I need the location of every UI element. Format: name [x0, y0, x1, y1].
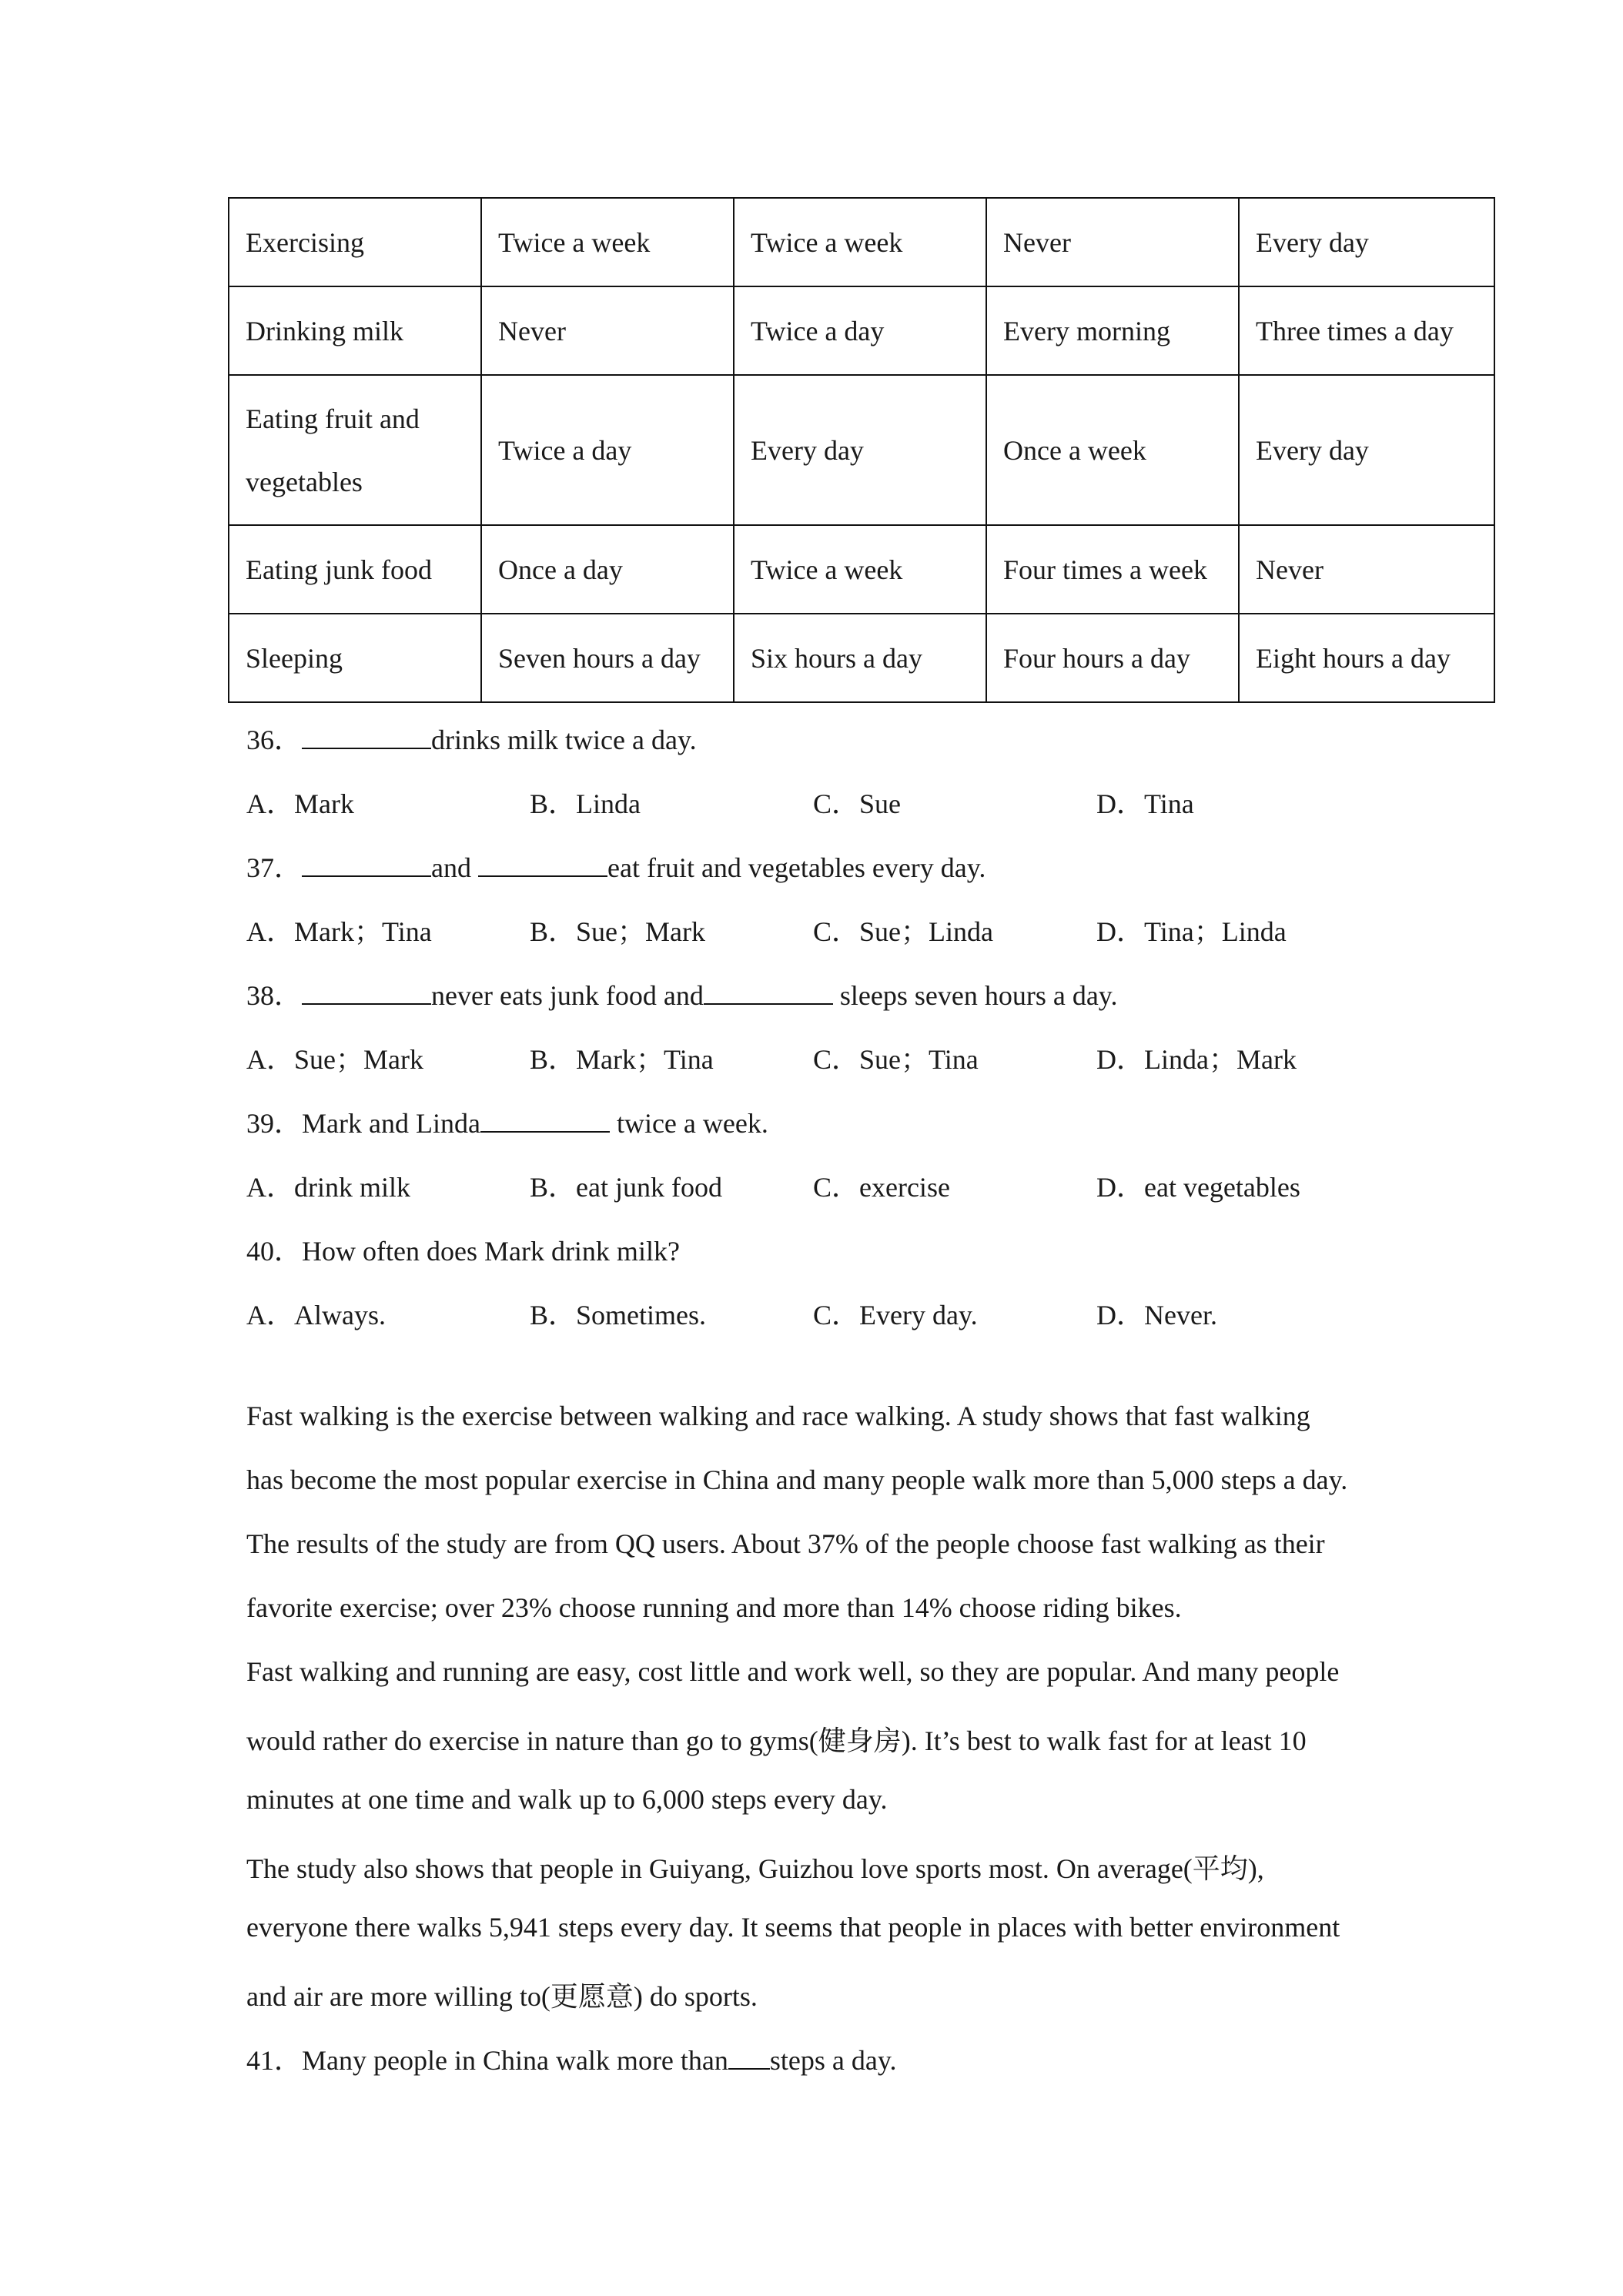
question-text: drinks milk twice a day. [431, 725, 697, 755]
question-text: steps a day. [769, 2045, 897, 2076]
table-cell: Every day [1239, 375, 1494, 525]
question-36 [246, 718, 697, 758]
answer-blank[interactable] [302, 980, 431, 1005]
question-38 [246, 974, 1117, 1013]
question-text: sleeps seven hours a day. [832, 980, 1118, 1011]
question-text: eat fruit and vegetables every day. [607, 852, 986, 883]
question-number: 38． [246, 980, 303, 1011]
answer-blank[interactable] [478, 852, 607, 877]
passage-line: and air are more willing to(更愿意) do sports. [246, 1981, 758, 2012]
table-cell: Never [986, 198, 1239, 286]
question-text: never eats junk food and [431, 980, 704, 1011]
table-cell: Never [481, 286, 734, 375]
table-cell: Twice a week [481, 198, 734, 286]
table-cell: Seven hours a day [481, 614, 734, 702]
answer-blank[interactable] [302, 725, 431, 749]
table-cell: Never [1239, 525, 1494, 614]
table-cell: Twice a week [734, 198, 986, 286]
table-row [229, 525, 1494, 614]
table-cell: Every day [734, 375, 986, 525]
option-b[interactable]: B．Sometimes. [530, 1300, 707, 1330]
option-d[interactable]: D．Tina [1096, 788, 1194, 819]
table-cell: Twice a day [481, 375, 734, 525]
option-c[interactable]: C．Sue [813, 788, 902, 819]
answer-blank[interactable] [480, 1108, 610, 1133]
question-number: 40． [246, 1236, 303, 1267]
question-number: 37． [246, 852, 303, 883]
option-a[interactable]: A．Mark；Tina [246, 916, 432, 947]
option-c[interactable]: C．Sue；Linda [813, 916, 993, 947]
question-41 [246, 2039, 897, 2078]
activity-cell: Eating junk food [229, 525, 481, 614]
answer-blank[interactable] [302, 852, 431, 877]
passage-line: minutes at one time and walk up to 6,000 steps every day. [246, 1784, 888, 1815]
table-cell: Twice a day [734, 286, 986, 375]
passage-line: everyone there walks 5,941 steps every day. It seems that people in places with better environment [246, 1912, 1340, 1943]
question-text: How often does Mark drink milk? [302, 1236, 680, 1267]
activity-cell: Sleeping [229, 614, 481, 702]
option-d[interactable]: D．eat vegetables [1096, 1172, 1300, 1203]
table-cell: Eight hours a day [1239, 614, 1494, 702]
option-a[interactable]: A．Mark [246, 788, 354, 819]
question-number: 36． [246, 725, 303, 755]
table-cell: Four hours a day [986, 614, 1239, 702]
table-row [229, 198, 1494, 286]
table-cell: Three times a day [1239, 286, 1494, 375]
table-cell: Once a week [986, 375, 1239, 525]
option-c[interactable]: C．Sue；Tina [813, 1044, 979, 1075]
answer-blank[interactable] [728, 2045, 770, 2070]
question-number: 41． [246, 2045, 303, 2076]
option-d[interactable]: D．Tina；Linda [1096, 916, 1287, 947]
habits-table [228, 197, 1495, 703]
passage-line: has become the most popular exercise in China and many people walk more than 5,000 steps a day. [246, 1464, 1348, 1495]
activity-line: Eating fruit and [246, 403, 420, 434]
table-row [229, 614, 1494, 702]
table-row [229, 375, 1494, 525]
table-cell: Twice a week [734, 525, 986, 614]
option-d[interactable]: D．Never. [1096, 1300, 1217, 1330]
option-c[interactable]: C．Every day. [813, 1300, 978, 1330]
activity-cell [229, 375, 481, 525]
table-cell: Six hours a day [734, 614, 986, 702]
question-text: Mark and Linda [302, 1108, 480, 1139]
passage-line: The results of the study are from QQ users. About 37% of the people choose fast walking as their [246, 1528, 1325, 1559]
question-text: twice a week. [609, 1108, 768, 1139]
option-c[interactable]: C．exercise [813, 1172, 950, 1203]
question-37 [246, 846, 986, 885]
question-39 [246, 1102, 768, 1141]
question-text: Many people in China walk more than [302, 2045, 728, 2076]
passage-line: Fast walking is the exercise between walking and race walking. A study shows that fast walking [246, 1401, 1310, 1431]
table-cell: Four times a week [986, 525, 1239, 614]
option-b[interactable]: B．Linda [530, 788, 641, 819]
option-d[interactable]: D．Linda；Mark [1096, 1044, 1297, 1075]
activity-cell: Drinking milk [229, 286, 481, 375]
table-cell: Every morning [986, 286, 1239, 375]
option-b[interactable]: B．eat junk food [530, 1172, 722, 1203]
option-b[interactable]: B．Sue；Mark [530, 916, 705, 947]
activity-cell: Exercising [229, 198, 481, 286]
answer-blank[interactable] [704, 980, 833, 1005]
passage-line: The study also shows that people in Guiyang, Guizhou love sports most. On average(平均), [246, 1853, 1264, 1884]
table-cell: Every day [1239, 198, 1494, 286]
question-text: and [431, 852, 471, 883]
activity-line: vegetables [246, 466, 363, 497]
table-row [229, 286, 1494, 375]
passage-line: would rather do exercise in nature than go to gyms(健身房). It’s best to walk fast for at least 10 [246, 1725, 1307, 1756]
question-number: 39． [246, 1108, 303, 1139]
option-a[interactable]: A．Always. [246, 1300, 386, 1330]
option-b[interactable]: B．Mark；Tina [530, 1044, 714, 1075]
question-40 [246, 1230, 680, 1269]
option-a[interactable]: A．drink milk [246, 1172, 410, 1203]
option-a[interactable]: A．Sue；Mark [246, 1044, 423, 1075]
passage-line: Fast walking and running are easy, cost little and work well, so they are popular. And many people [246, 1656, 1340, 1687]
passage-line: favorite exercise; over 23% choose running and more than 14% choose riding bikes. [246, 1592, 1182, 1623]
table-cell: Once a day [481, 525, 734, 614]
